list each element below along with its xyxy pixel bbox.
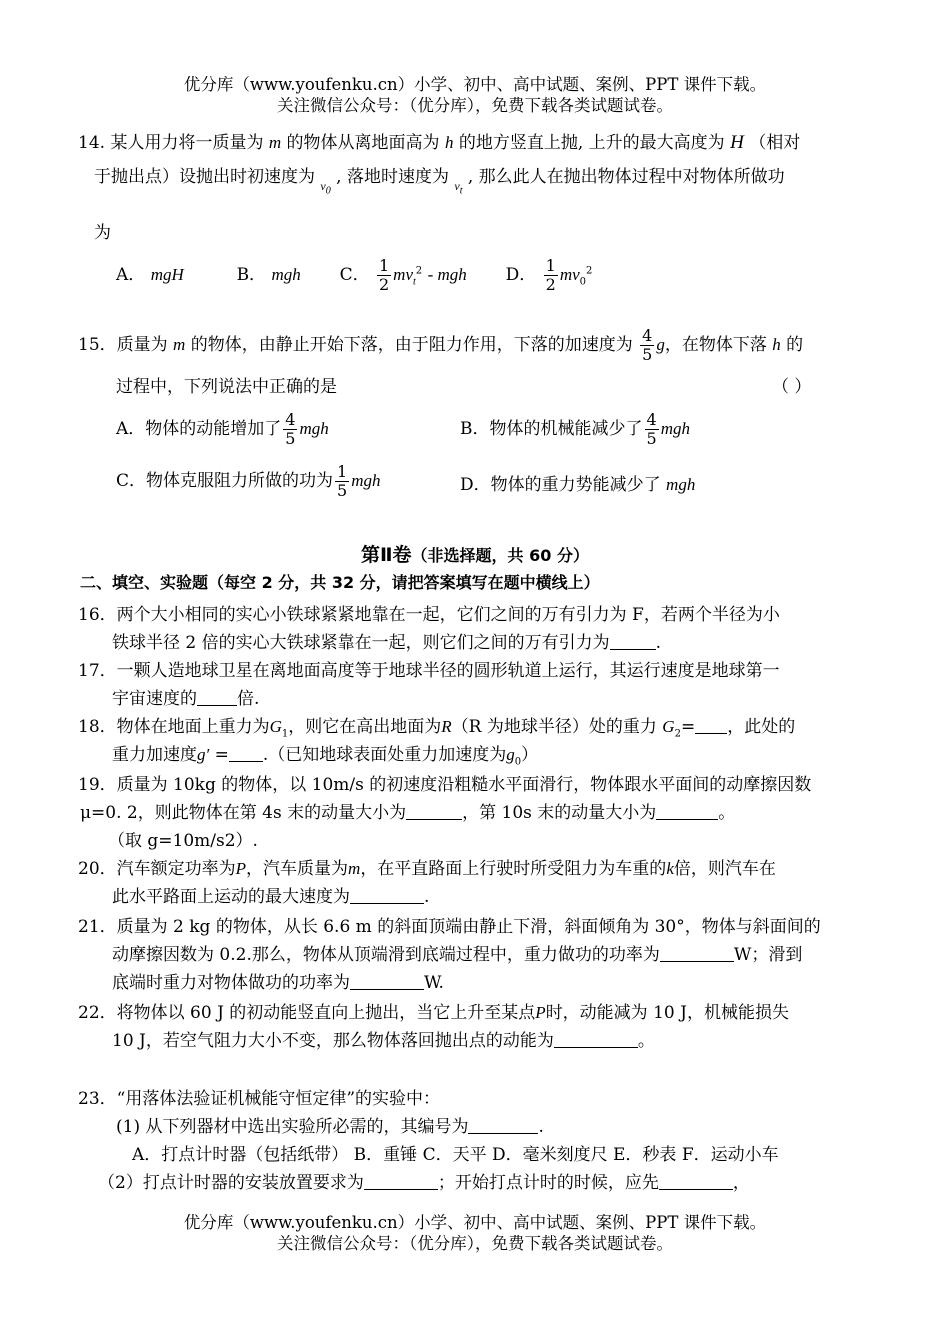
header-line-1: 优分库（www.youfenku.cn）小学、初中、高中试题、案例、PPT 课件下载。 xyxy=(183,75,767,94)
answer-paren: （ ） xyxy=(772,377,812,397)
q14-line-1: 14. 某人用力将一质量为 m 的物体从离地面高为 h 的地方竖直上抛, 上升的最大高度为 H （相对 xyxy=(78,132,801,153)
answer-blank[interactable] xyxy=(406,805,462,820)
answer-blank[interactable] xyxy=(197,691,237,706)
page-header xyxy=(0,74,950,116)
fraction-four-fifths: $\frac{4}{5}$ xyxy=(642,326,653,364)
q15-option-a: A．物体的动能增加了 $\frac{4}{5}$ mgh xyxy=(116,410,329,448)
fraction-one-half: $\frac{1}{2}$ xyxy=(378,256,390,294)
part-2-heading: 二、填空、实验题（每空 2 分，共 32 分，请把答案填写在题中横线上） xyxy=(80,573,600,592)
answer-blank[interactable] xyxy=(229,747,263,762)
q14-option-a: A． mgH xyxy=(116,265,184,285)
answer-blank[interactable] xyxy=(656,805,718,820)
answer-blank[interactable] xyxy=(554,1033,638,1048)
q14-option-d: D． $\frac{1}{2}$ $mv_0^2$ xyxy=(505,256,593,294)
q15-line-1: 15．质量为 m 的物体，由静止开始下落，由于阻力作用，下落的加速度为 $\frac{4}{5}$ g，在物体下落 h 的 xyxy=(78,326,804,364)
answer-blank[interactable] xyxy=(610,635,656,650)
answer-blank[interactable] xyxy=(350,975,424,990)
q14-line-2: 于抛出点）设抛出时初速度为 $_{v_0}$ , 落地时速度为 $_{v_t}$ , 那么此人在抛出物体过程中对物体所做功 xyxy=(94,167,785,197)
header-line-2: 关注微信公众号：（优分库），免费下载各类试题试卷。 xyxy=(277,96,673,115)
q15-option-c: C．物体克服阻力所做的功为 $\frac{1}{5}$ mgh xyxy=(116,462,381,500)
q15-line-2: 过程中，下列说法中正确的是 xyxy=(116,377,337,397)
answer-blank[interactable] xyxy=(660,947,734,962)
answer-blank[interactable] xyxy=(364,1175,438,1190)
answer-blank[interactable] xyxy=(468,1119,538,1134)
q14-line-3: 为 xyxy=(94,223,111,243)
answer-blank[interactable] xyxy=(695,719,727,734)
q14-options xyxy=(116,258,592,293)
q15-option-b: B．物体的机械能减少了 $\frac{4}{5}$ mgh xyxy=(460,410,690,448)
answer-blank[interactable] xyxy=(350,889,424,904)
q15-option-d: D．物体的重力势能减少了 mgh xyxy=(460,475,696,495)
page-footer xyxy=(0,1212,950,1254)
answer-blank[interactable] xyxy=(659,1175,733,1190)
q14-option-c: C． $\frac{1}{2}$ $mv_t^2$ - mgh xyxy=(339,256,467,294)
section-title: 第Ⅱ卷（非选择题，共 60 分） xyxy=(361,544,589,566)
fraction-one-half: $\frac{1}{2}$ xyxy=(545,256,556,294)
footer-line-2: 关注微信公众号：（优分库），免费下载各类试题试卷。 xyxy=(277,1234,673,1253)
footer-line-1: 优分库（www.youfenku.cn）小学、初中、高中试题、案例、PPT 课件下载。 xyxy=(183,1213,767,1232)
q14-option-b: B． mgh xyxy=(236,265,301,285)
